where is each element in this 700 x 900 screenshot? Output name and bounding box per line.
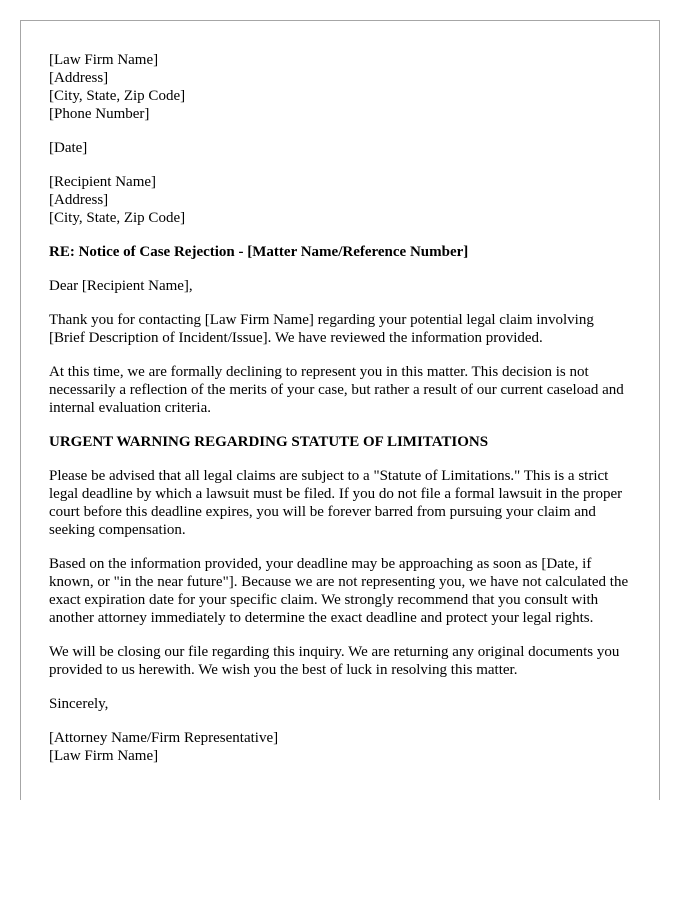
sender-phone: [Phone Number] — [49, 106, 150, 122]
paragraph-statute: Please be advised that all legal claims are subject to a "Statute of Limitations." This is a strict legal deadline by which a lawsuit must be filed. If you do not file a formal lawsuit in the proper court before this deadline expires, you will be forever barred from pursuing your claim and seeking compensation. — [49, 468, 623, 538]
sender-address-block — [49, 51, 631, 123]
signature-firm: [Law Firm Name] — [49, 748, 159, 764]
recipient-address-block — [49, 173, 631, 227]
sender-city-state-zip: [City, State, Zip Code] — [49, 88, 186, 104]
paragraph-deadline: Based on the information provided, your deadline may be approaching as soon as [Date, if known, or "in the near future"]. Because we are not representing you, we have not calculated the exact expiration date for your specific claim. We strongly recommend that you consult with another attorney immediately to determine the exact deadline and protect your legal rights. — [49, 556, 629, 626]
signature-name: [Attorney Name/Firm Representative] — [49, 730, 279, 746]
salutation: Dear [Recipient Name], — [49, 278, 193, 294]
sender-address: [Address] — [49, 70, 109, 86]
paragraph-decline: At this time, we are formally declining to represent you in this matter. This decision is not necessarily a reflection of the merits of your case, but rather a result of our current caseload and internal evaluation criteria. — [49, 364, 624, 416]
warning-heading: URGENT WARNING REGARDING STATUTE OF LIMITATIONS — [49, 434, 489, 450]
letter-page — [20, 20, 660, 800]
recipient-name: [Recipient Name] — [49, 174, 157, 190]
paragraph-intro: Thank you for contacting [Law Firm Name] regarding your potential legal claim involving [Brief Description of Incident/Issue]. We have reviewed the information provided. — [49, 312, 594, 346]
recipient-city-state-zip: [City, State, Zip Code] — [49, 210, 186, 226]
paragraph-closing-file: We will be closing our file regarding this inquiry. We are returning any original documents you provided to us herewith. We wish you the best of luck in resolving this matter. — [49, 644, 620, 678]
date-line: [Date] — [49, 140, 88, 156]
recipient-address: [Address] — [49, 192, 109, 208]
subject-line: RE: Notice of Case Rejection - [Matter Name/Reference Number] — [49, 244, 469, 260]
sender-firm-name: [Law Firm Name] — [49, 52, 159, 68]
signature-block — [49, 729, 631, 765]
closing: Sincerely, — [49, 696, 109, 712]
